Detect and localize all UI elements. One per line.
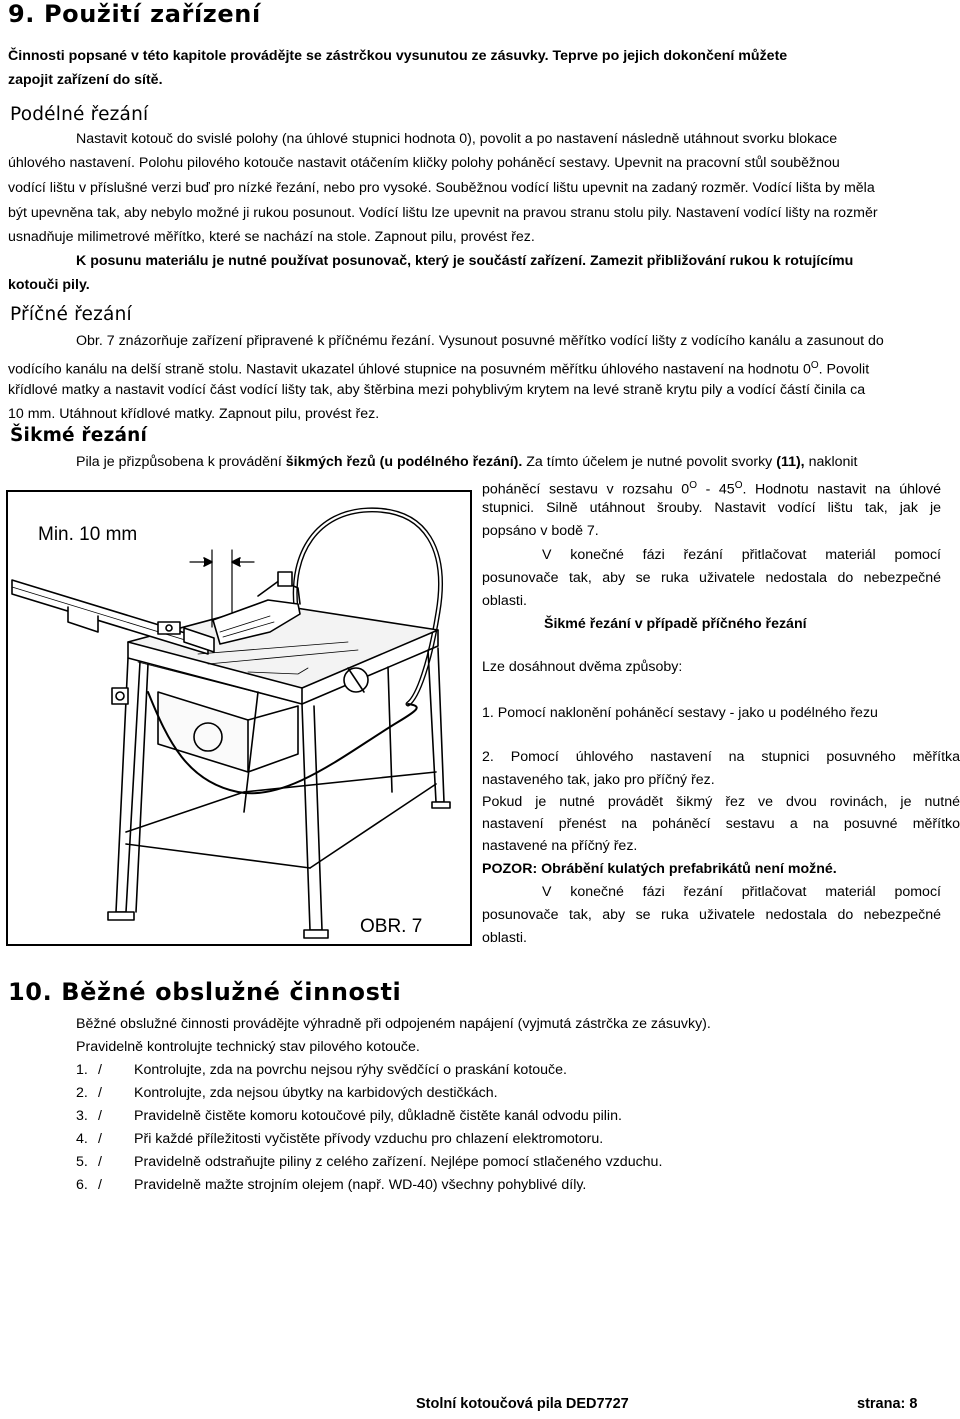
bevel-col-line: V konečné fázi řezání přitlačovat materiál pomocí — [542, 547, 941, 563]
item-slash: / — [98, 1062, 102, 1078]
rip-warning-line: K posunu materiálu je nutné používat posunovač, který je součástí zařízení. Zamezit přibližování rukou k rotujícímu — [76, 253, 854, 269]
item-number: 4. — [76, 1131, 88, 1147]
bevel-col-line: popsáno v bodě 7. — [482, 523, 599, 539]
section-heading-10: 10. Běžné obslužné činnosti — [8, 978, 402, 1006]
bevel-col-line: posunovače tak, aby se ruka uživatele nedostala do nebezpečné — [482, 907, 941, 923]
bevel-text-segment: Za tímto účelem je nutné povolit svorky — [522, 454, 777, 470]
bevel-col-line: Pokud je nutné provádět šikmý řez ve dvou rovinách, je nutné — [482, 794, 960, 810]
item-text: Pravidelně čistěte komoru kotoučové pily, důkladně čistěte kanál odvodu pilin. — [134, 1108, 622, 1124]
degree-mark: O — [689, 480, 697, 491]
item-slash: / — [98, 1177, 102, 1193]
figure-caption: OBR. 7 — [360, 916, 423, 937]
bevel-method-1: 1. Pomocí naklonění poháněcí sestavy - jako u podélného řezu — [482, 705, 878, 721]
item-text: Kontrolujte, zda nejsou úbytky na karbidových destičkách. — [134, 1085, 498, 1101]
item-number: 1. — [76, 1062, 88, 1078]
min-distance-label: Min. 10 mm — [38, 524, 138, 545]
item-slash: / — [98, 1154, 102, 1170]
list-item — [76, 1059, 567, 1082]
routine-intro-line: Pravidelně kontrolujte technický stav pilového kotouče. — [76, 1039, 420, 1055]
list-item — [76, 1151, 662, 1174]
rip-text-line: Nastavit kotouč do svislé polohy (na úhlové stupnici hodnota 0), povolit a po nastavení následně utáhnout svorku blokace — [76, 131, 838, 147]
degree-mark: O — [810, 360, 819, 371]
item-slash: / — [98, 1108, 102, 1124]
bevel-col-segment: - 45 — [696, 481, 735, 498]
bevel-col-line: oblasti. — [482, 930, 527, 946]
cross-text-line: křídlové matky a nastavit vodící část vodící lišty tak, aby štěrbina mezi pohyblivým krytem na levé straně krytu pily a vodící částí činila ca — [8, 382, 866, 398]
bevel-text-segment: naklonit — [804, 454, 858, 470]
bevel-warning: POZOR: Obrábění kulatých prefabrikátů není možné. — [482, 861, 837, 877]
cross-text-line: 10 mm. Utáhnout křídlové matky. Zapnout pilu, provést řez. — [8, 406, 380, 422]
bevel-clamp-ref: (11), — [776, 454, 805, 470]
item-text: Kontrolujte, zda na povrchu nejsou rýhy svědčící o praskání kotouče. — [134, 1062, 567, 1078]
bevel-col-segment: . Hodnotu nastavit na úhlové — [742, 481, 941, 498]
bevel-text-line — [76, 451, 857, 474]
list-item — [76, 1105, 622, 1128]
item-number: 3. — [76, 1108, 88, 1124]
item-slash: / — [98, 1131, 102, 1147]
item-number: 5. — [76, 1154, 88, 1170]
section-heading-9: 9. Použití zařízení — [8, 0, 261, 28]
bevel-col-line: posunovače tak, aby se ruka uživatele nedostala do nebezpečné — [482, 570, 941, 586]
bevel-col-line: oblasti. — [482, 593, 527, 609]
footer-product-name: Stolní kotoučová pila DED7727 — [416, 1396, 629, 1412]
intro-line-2: zapojit zařízení do sítě. — [8, 72, 163, 88]
cross-text-segment: vodícího kanálu na delší straně stolu. Nastavit ukazatel úhlové stupnice na posuvném měřítku úhlového nastavení na hodnotu 0 — [8, 361, 811, 378]
cross-text-segment: . Povolit — [818, 361, 870, 378]
bevel-col-line: nastavené na příčný řez. — [482, 838, 638, 854]
cross-text-line — [8, 354, 869, 382]
bevel-cut-heading: Šikmé řezání — [10, 425, 148, 446]
item-text: Při každé příležitosti vyčistěte přívody vzduchu pro chlazení elektromotoru. — [134, 1131, 604, 1147]
intro-line-1: Činnosti popsané v této kapitole provádějte se zástrčkou vysunutou ze zásuvky. Teprve po jejich dokončení můžete — [8, 48, 788, 64]
bevel-emphasis: šikmých řezů (u podélného řezání). — [285, 454, 523, 470]
table-saw-illustration — [8, 492, 470, 944]
item-number: 6. — [76, 1177, 88, 1193]
cross-text-line: Obr. 7 znázorňuje zařízení připravené k příčnému řezání. Vysunout posuvné měřítko vodící lišty z vodícího kanálu a zasunout do — [76, 333, 884, 349]
list-item — [76, 1128, 603, 1151]
item-number: 2. — [76, 1085, 88, 1101]
rip-text-line: vodící lištu v příslušné verzi buď pro nízké řezání, nebo pro vysoké. Souběžnou vodící lištu upevnit na zadaný rozměr. Vodící lišta by měla — [8, 180, 875, 196]
bevel-col-segment: poháněcí sestavu v rozsahu 0 — [482, 481, 690, 498]
footer-page-number: strana: 8 — [857, 1396, 918, 1412]
bevel-col-line: nastavení přenést na poháněcí sestavu a na posuvné měřítko — [482, 816, 960, 832]
list-item — [76, 1082, 498, 1105]
bevel-method-2-cont: nastaveného tak, jako pro příčný řez. — [482, 772, 715, 788]
cross-cut-heading: Příčné řezání — [10, 304, 132, 325]
rip-text-line: usnadňuje milimetrové měřítko, které se nachází na stole. Zapnout pilu, provést řez. — [8, 229, 535, 245]
list-item — [76, 1174, 586, 1197]
item-slash: / — [98, 1085, 102, 1101]
bevel-text-segment: Pila je přizpůsobena k provádění — [76, 454, 286, 470]
bevel-col-line: V konečné fázi řezání přitlačovat materiál pomocí — [542, 884, 941, 900]
bevel-col-line: Lze dosáhnout dvěma způsoby: — [482, 659, 683, 675]
item-text: Pravidelně odstraňujte piliny z celého zařízení. Nejlépe pomocí stlačeného vzduchu. — [134, 1154, 663, 1170]
rip-text-line: úhlového nastavení. Polohu pilového kotouče nastavit otáčením kličky polohy poháněcí sestavy. Upevnit na pracovní stůl souběžnou — [8, 155, 840, 171]
rip-cut-heading: Podélné řezání — [10, 104, 149, 125]
item-text: Pravidelně mažte strojním olejem (např. WD-40) všechny pohyblivé díly. — [134, 1177, 587, 1193]
rip-warning-line: kotouči pily. — [8, 277, 90, 293]
rip-text-line: být upevněna tak, aby nebylo možné ji rukou posunout. Vodící lištu lze upevnit na pravou stranu stolu pily. Nastavení vodící lišty na rozměr — [8, 205, 878, 221]
bevel-col-line: stupnici. Silně utáhnout šrouby. Nastavit vodící lištu tak, jak je — [482, 500, 941, 516]
bevel-subheading: Šikmé řezání v případě příčného řezání — [544, 616, 807, 632]
saw-figure — [6, 490, 472, 946]
bevel-method-2: 2. Pomocí úhlového nastavení na stupnici posuvného měřítka — [482, 749, 960, 765]
degree-mark: O — [734, 480, 743, 491]
routine-intro-line: Běžné obslužné činnosti provádějte výhradně při odpojeném napájení (vyjmutá zástrčka ze zásuvky). — [76, 1016, 711, 1032]
